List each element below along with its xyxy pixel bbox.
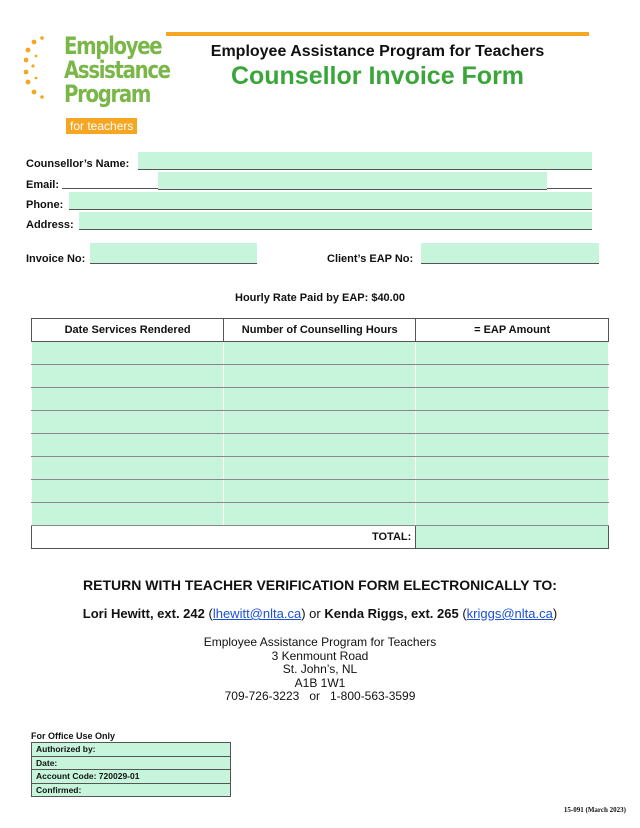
counsellor-name-field[interactable] <box>138 152 592 170</box>
date-cell[interactable] <box>32 388 224 411</box>
contact-email-2-link[interactable]: kriggs@nlta.ca <box>466 606 553 621</box>
hours-cell[interactable] <box>224 457 416 480</box>
total-row <box>32 526 609 549</box>
sun-icon <box>24 36 66 100</box>
hours-cell[interactable] <box>224 342 416 365</box>
date-cell[interactable] <box>32 434 224 457</box>
amount-cell[interactable] <box>416 434 609 457</box>
date-cell[interactable] <box>32 503 224 526</box>
total-label: TOTAL: <box>32 526 416 549</box>
contact-person-1: Lori Hewitt, ext. 242 <box>82 606 205 621</box>
logo-tagline: for teachers <box>66 118 137 134</box>
office-row <box>32 783 231 797</box>
amount-cell[interactable] <box>416 457 609 480</box>
services-table-header <box>32 319 609 342</box>
table-row <box>32 411 609 434</box>
client-eap-no-label: Client’s EAP No: <box>327 253 414 265</box>
table-row <box>32 457 609 480</box>
hours-cell[interactable] <box>224 480 416 503</box>
amount-cell[interactable] <box>416 503 609 526</box>
amount-cell[interactable] <box>416 388 609 411</box>
address-line-1: Employee Assistance Program for Teachers <box>203 635 437 649</box>
address-line-4: A1B 1W1 <box>294 675 346 690</box>
return-heading: RETURN WITH TEACHER VERIFICATION FORM ELECTRONICALLY TO: <box>83 577 557 593</box>
col-header-amount: = EAP Amount <box>416 319 609 342</box>
date-cell[interactable] <box>32 411 224 434</box>
office-row <box>32 743 231 757</box>
office-row <box>32 756 231 770</box>
table-row <box>32 365 609 388</box>
table-row <box>32 342 609 365</box>
hours-cell[interactable] <box>224 365 416 388</box>
org-title: Employee Assistance Program for Teachers <box>210 43 545 60</box>
header-rule <box>166 32 589 36</box>
address-line-3: St. John’s, NL <box>282 662 358 676</box>
invoice-no-label: Invoice No: <box>26 253 86 265</box>
contact-line: Lori Hewitt, ext. 242 (lhewitt@nlta.ca) or Kenda Riggs, ext. 265 (kriggs@nlta.ca) <box>82 606 558 621</box>
eap-logo <box>24 32 174 136</box>
hours-cell[interactable] <box>224 503 416 526</box>
hours-cell[interactable] <box>224 388 416 411</box>
amount-cell[interactable] <box>416 342 609 365</box>
table-row <box>32 503 609 526</box>
hourly-rate: Hourly Rate Paid by EAP: $40.00 <box>235 292 405 304</box>
amount-cell[interactable] <box>416 480 609 503</box>
address-field[interactable] <box>79 212 592 230</box>
email-field[interactable] <box>158 172 547 190</box>
address-phones: 709-726-3223 or 1-800-563-3599 <box>224 689 416 703</box>
contact-email-1-link[interactable]: lhewitt@nlta.ca <box>212 606 302 621</box>
date-cell[interactable] <box>32 342 224 365</box>
total-amount-field[interactable] <box>416 526 609 549</box>
date-cell[interactable] <box>32 365 224 388</box>
office-date-field[interactable]: Date: <box>32 756 231 770</box>
amount-cell[interactable] <box>416 365 609 388</box>
mailing-address <box>0 636 640 704</box>
date-cell[interactable] <box>32 480 224 503</box>
account-code-field[interactable]: Account Code: 720029-01 <box>32 770 231 784</box>
invoice-no-field[interactable] <box>90 243 257 264</box>
office-use-heading: For Office Use Only <box>31 731 116 741</box>
amount-cell[interactable] <box>416 411 609 434</box>
table-row <box>32 388 609 411</box>
services-table <box>31 318 609 549</box>
form-title: Counsellor Invoice Form <box>230 62 525 90</box>
date-cell[interactable] <box>32 457 224 480</box>
confirmed-field[interactable]: Confirmed: <box>32 783 231 797</box>
address-line-2: 3 Kenmount Road <box>271 648 369 663</box>
phone-field[interactable] <box>69 192 592 210</box>
counsellor-name-label: Counsellor’s Name: <box>26 158 130 170</box>
contact-person-2: Kenda Riggs, ext. 265 <box>324 606 459 621</box>
col-header-date: Date Services Rendered <box>32 319 224 342</box>
office-row <box>32 770 231 784</box>
logo-line-2: Assistance <box>64 56 170 84</box>
col-header-hours: Number of Counselling Hours <box>224 319 416 342</box>
form-number: 15-091 (March 2023) <box>563 806 626 814</box>
table-row <box>32 434 609 457</box>
phone-label: Phone: <box>26 199 64 211</box>
client-eap-no-field[interactable] <box>421 243 599 264</box>
contact-or: or <box>309 606 321 621</box>
address-label: Address: <box>26 219 74 231</box>
table-row <box>32 480 609 503</box>
authorized-by-field[interactable]: Authorized by: <box>32 743 231 757</box>
office-use-table <box>31 742 231 797</box>
email-label: Email: <box>26 179 60 191</box>
hours-cell[interactable] <box>224 411 416 434</box>
logo-line-1: Employee <box>64 32 162 60</box>
logo-line-3: Program <box>64 80 151 108</box>
hours-cell[interactable] <box>224 434 416 457</box>
